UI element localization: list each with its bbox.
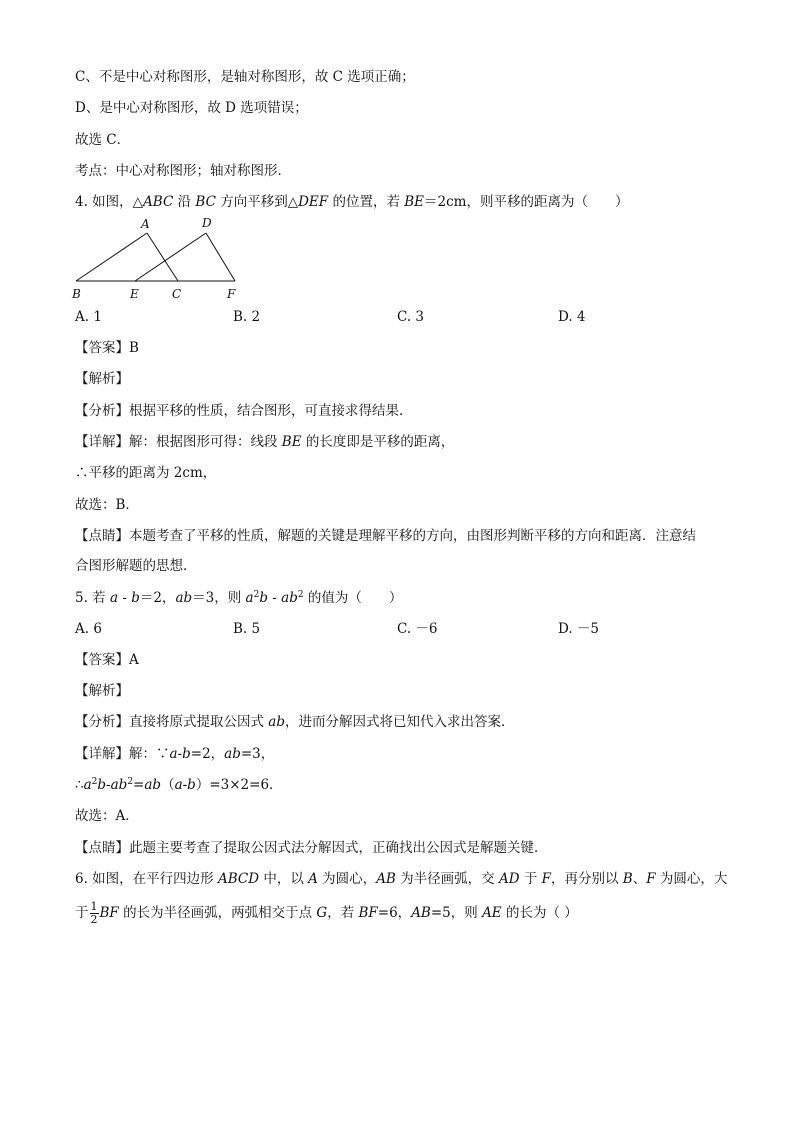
- minus-sign: -: [106, 777, 111, 793]
- q5-option-c: C. －6: [397, 621, 438, 637]
- segment-bc: BC: [195, 194, 216, 210]
- xiangjie-text: =3，: [240, 746, 275, 762]
- q5-number: 5. 若: [75, 590, 110, 606]
- q4-text: 沿: [173, 194, 196, 210]
- q3-option-c-explanation: C、不是中心对称图形，是轴对称图形，故 C 选项正确；: [75, 69, 415, 85]
- q5-choice: 故选：A．: [75, 808, 139, 824]
- q3-choice: 故选 C．: [75, 132, 131, 148]
- segment-ae: AE: [482, 905, 502, 921]
- therefore-symbol: ∴: [75, 777, 84, 793]
- var-a: a: [109, 590, 119, 606]
- fraction-numerator: 1: [90, 900, 98, 913]
- label-e: E: [130, 287, 139, 301]
- exponent: 2: [91, 777, 98, 787]
- q4-text: 的位置，若: [328, 194, 405, 210]
- segment-be: BE: [404, 194, 425, 210]
- dianjing-text: 本题考查了平移的性质，解题的关键是理解平移的方向，由图形判断平移的方向和距离．注意结: [129, 528, 696, 544]
- segment-ba: [76, 233, 147, 281]
- q5-fenxi: [75, 713, 515, 731]
- label-f: F: [227, 287, 236, 301]
- paren: （: [161, 777, 175, 793]
- q4-text: 方向平移到: [215, 194, 288, 210]
- fraction-denominator: 2: [90, 913, 98, 926]
- var-a: a: [83, 777, 92, 793]
- q6-text: 为圆心，: [317, 871, 377, 887]
- q5-option-d: D. －5: [558, 621, 600, 637]
- label-a: A: [141, 217, 150, 231]
- xiangjie-text: =2，: [190, 746, 225, 762]
- triangle-abc: ABC: [143, 194, 174, 210]
- q4-text: ＝2cm，则平移的距离为（ ）: [424, 194, 629, 210]
- q4-fenxi: [75, 402, 413, 420]
- q5-question: [75, 589, 402, 607]
- var-b: b: [259, 590, 268, 606]
- segment-bf: BF: [358, 905, 378, 921]
- q6-text: =5，则: [430, 905, 483, 921]
- q6-text: ，若: [327, 905, 359, 921]
- q6-text: ，再分别以: [551, 871, 623, 887]
- answer-tag: 【答案】: [75, 340, 129, 356]
- var-ab: ab: [224, 746, 241, 762]
- q6-text: 于: [75, 905, 89, 921]
- var-b: b: [97, 777, 107, 793]
- var-b: b: [131, 590, 140, 606]
- q5-text: 的值为（ ）: [303, 590, 403, 606]
- q6-text: 中，以: [259, 871, 309, 887]
- segment-ac: [147, 233, 178, 281]
- label-c: C: [172, 287, 182, 301]
- q6-text: 、: [632, 871, 647, 887]
- triangle-symbol: △: [132, 194, 144, 210]
- q6-question-line1: [75, 870, 727, 888]
- segment-ab: AB: [411, 905, 431, 921]
- xiangjie-tag: 【详解】: [75, 746, 129, 762]
- xiangjie-tag: 【详解】: [75, 434, 129, 450]
- q4-question: [75, 193, 628, 211]
- minus-sign: -: [267, 590, 282, 606]
- exponent: 2: [297, 590, 304, 600]
- var-ab: ab: [110, 777, 128, 793]
- q4-figure: [65, 214, 255, 304]
- q4-option-b: B. 2: [233, 309, 261, 325]
- q5-option-a: A. 6: [75, 621, 102, 637]
- q4-option-c: C. 3: [397, 309, 425, 325]
- var-ab: ab: [268, 714, 285, 730]
- label-d: D: [202, 216, 212, 230]
- fenxi-text: ，进而分解因式将已知代入求出答案．: [285, 714, 515, 730]
- point-b: B: [622, 871, 633, 887]
- segment-bf: BF: [99, 905, 119, 921]
- q6-text: =6，: [377, 905, 412, 921]
- var-a: a: [245, 590, 254, 606]
- q4-answer: [75, 339, 139, 357]
- segment-ab: AB: [376, 871, 396, 887]
- fenxi-text: 直接将原式提取公因式: [129, 714, 269, 730]
- q5-text: ＝2，: [139, 590, 176, 606]
- answer-value: A: [129, 652, 139, 668]
- var-ab: ab: [144, 777, 162, 793]
- q5-jiexi: 【解析】: [75, 683, 129, 699]
- segment-be: BE: [281, 434, 302, 450]
- q6-question-line2: [75, 900, 578, 926]
- parallelogram-abcd: ABCD: [217, 871, 260, 887]
- segment-df: [206, 233, 235, 281]
- xiangjie-text: 的长度即是平移的距离，: [301, 434, 455, 450]
- q4-dianjing: [75, 527, 696, 545]
- xiangjie-text: 解：∵: [129, 746, 170, 762]
- var-ab: ab: [281, 590, 298, 606]
- q4-choice: 故选：B．: [75, 497, 139, 513]
- minus-sign: -: [118, 590, 132, 606]
- point-a: A: [308, 871, 318, 887]
- q6-text: 于: [519, 871, 542, 887]
- q3-option-d-explanation: D、是中心对称图形，故 D 选项错误；: [75, 100, 308, 116]
- q4-dianjing-cont: 合图形解题的思想．: [75, 558, 197, 574]
- q6-text: 的长为半径画弧，两弧相交于点: [118, 905, 317, 921]
- q4-therefore: ∴平移的距离为 2cm，: [75, 465, 217, 481]
- q5-dianjing: [75, 839, 548, 857]
- fenxi-tag: 【分析】: [75, 403, 129, 419]
- q5-option-b: B. 5: [233, 621, 261, 637]
- q6-text: 的长为（ ）: [501, 905, 578, 921]
- var-ab: ab: [175, 590, 193, 606]
- q5-answer: [75, 651, 139, 669]
- calc-result: ）=3×2=6．: [195, 777, 283, 793]
- dianjing-tag: 【点睛】: [75, 840, 129, 856]
- triangle-symbol: △: [287, 194, 299, 210]
- q4-jiexi: 【解析】: [75, 371, 129, 387]
- answer-value: B: [129, 340, 139, 356]
- fraction-one-half: [90, 901, 99, 926]
- equals-sign: =: [133, 777, 145, 793]
- dianjing-tag: 【点睛】: [75, 528, 129, 544]
- q4-number: 4. 如图，: [75, 194, 133, 210]
- q6-text: 为半径画弧，交: [395, 871, 499, 887]
- q6-text: 为圆心，大: [655, 871, 728, 887]
- q6-number: 6. 如图，在平行四边形: [75, 871, 218, 887]
- segment-ad: AD: [498, 871, 520, 887]
- fenxi-text: 根据平移的性质，结合图形，可直接求得结果．: [129, 403, 413, 419]
- q5-text: ＝3，则: [192, 590, 246, 606]
- q5-calculation: [75, 776, 283, 794]
- answer-tag: 【答案】: [75, 652, 129, 668]
- point-g: G: [316, 905, 328, 921]
- q5-xiangjie: [75, 745, 274, 763]
- expr-a-minus-b: a-b: [174, 777, 196, 793]
- dianjing-text: 此题主要考查了提取公因式法分解因式，正确找出公因式是解题关键．: [129, 840, 548, 856]
- q4-option-a: A. 1: [75, 309, 102, 325]
- segment-ed: [135, 233, 206, 281]
- label-b: B: [72, 287, 81, 301]
- xiangjie-text: 解：根据图形可得：线段: [129, 434, 282, 450]
- point-f: F: [646, 871, 656, 887]
- exponent: 2: [127, 777, 134, 787]
- q3-kaodian: 考点：中心对称图形；轴对称图形．: [75, 163, 291, 179]
- triangle-def: DEF: [298, 194, 329, 210]
- expr-a-minus-b: a-b: [169, 746, 191, 762]
- q4-xiangjie: [75, 433, 454, 451]
- fenxi-tag: 【分析】: [75, 714, 129, 730]
- point-f: F: [541, 871, 551, 887]
- exponent: 2: [253, 590, 260, 600]
- q4-option-d: D. 4: [558, 309, 586, 325]
